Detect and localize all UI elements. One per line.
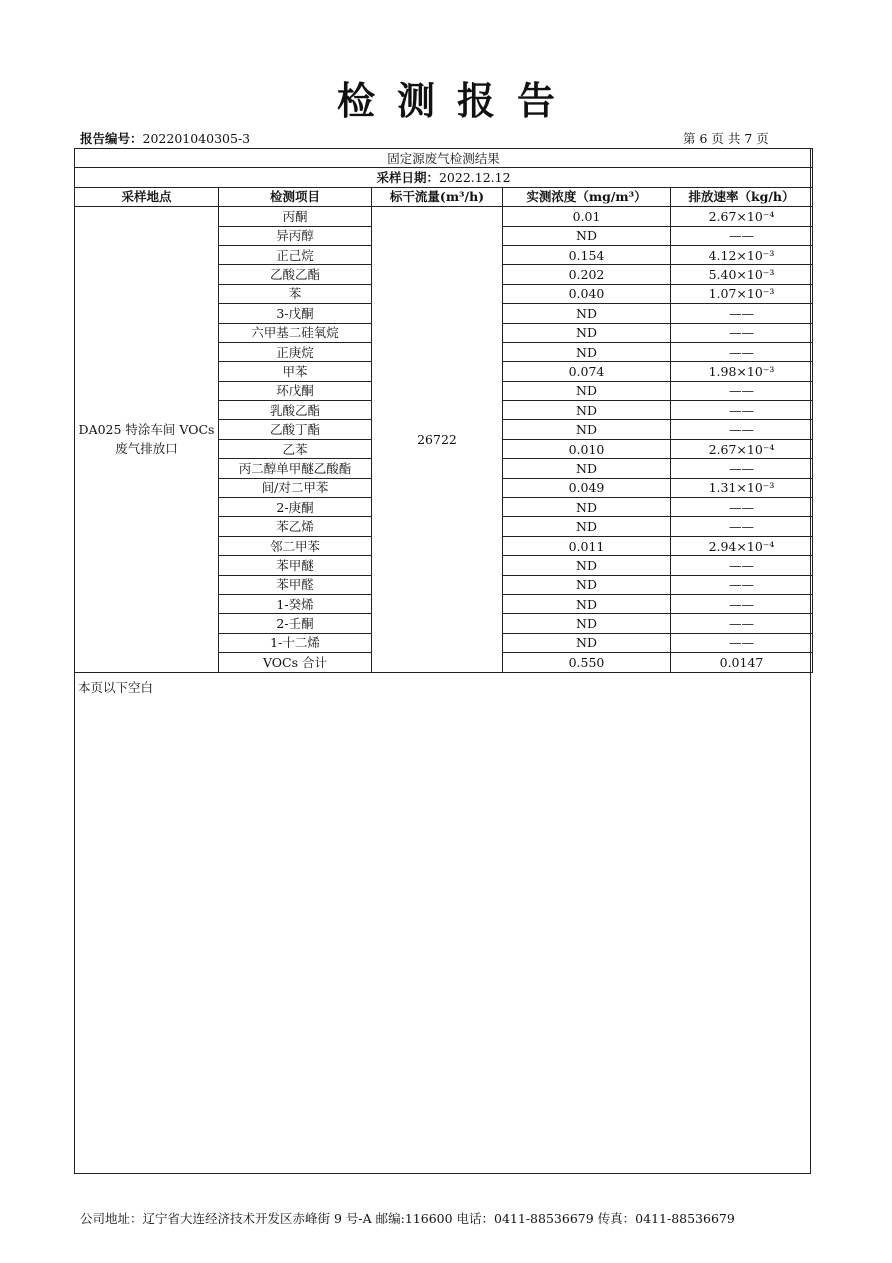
emission-rate-value: 1.31×10⁻³ <box>671 478 813 497</box>
concentration-value: ND <box>503 517 671 536</box>
company-footer: 公司地址：辽宁省大连经济技术开发区赤峰街 9 号-A 邮编:116600 电话：0411-88536679 传真：0411-88536679 <box>80 1211 735 1226</box>
emission-rate-value: 1.07×10⁻³ <box>671 284 813 303</box>
header-concentration: 实测浓度（mg/m³） <box>503 187 671 206</box>
concentration-value: 0.202 <box>503 265 671 284</box>
emission-rate-value: —— <box>671 342 813 361</box>
emission-rate-value: —— <box>671 498 813 517</box>
test-item: 乳酸乙酯 <box>219 401 372 420</box>
test-item: 2-壬酮 <box>219 614 372 633</box>
sampling-site: DA025 特涂车间 VOCs 废气排放口 <box>75 207 219 672</box>
test-item: 1-十二烯 <box>219 633 372 652</box>
concentration-value: 0.550 <box>503 653 671 672</box>
concentration-value: ND <box>503 304 671 323</box>
test-item: 甲苯 <box>219 362 372 381</box>
concentration-value: ND <box>503 556 671 575</box>
flow-value: 26722 <box>372 207 503 672</box>
test-item: 2-庚酮 <box>219 498 372 517</box>
emission-rate-value: —— <box>671 517 813 536</box>
blank-note: 本页以下空白 <box>78 680 154 695</box>
emission-rate-value: —— <box>671 401 813 420</box>
report-number <box>80 129 250 147</box>
concentration-value: 0.049 <box>503 478 671 497</box>
header-site: 采样地点 <box>75 187 219 206</box>
concentration-value: 0.010 <box>503 439 671 458</box>
table-row <box>75 207 813 226</box>
test-item: 异丙醇 <box>219 226 372 245</box>
concentration-value: 0.040 <box>503 284 671 303</box>
emission-rate-value: 2.94×10⁻⁴ <box>671 536 813 555</box>
test-item: 3-戊酮 <box>219 304 372 323</box>
emission-rate-value: 2.67×10⁻⁴ <box>671 207 813 226</box>
concentration-value: ND <box>503 633 671 652</box>
concentration-value: ND <box>503 459 671 478</box>
sampling-date-label: 采样日期： <box>376 170 439 186</box>
table-caption: 固定源废气检测结果 <box>75 149 813 168</box>
concentration-value: 0.074 <box>503 362 671 381</box>
concentration-value: ND <box>503 575 671 594</box>
test-item: 苯 <box>219 284 372 303</box>
test-item: 邻二甲苯 <box>219 536 372 555</box>
results-table <box>74 148 813 673</box>
emission-rate-value: 0.0147 <box>671 653 813 672</box>
emission-rate-value: 4.12×10⁻³ <box>671 245 813 264</box>
emission-rate-value: —— <box>671 420 813 439</box>
test-item: 丙二醇单甲醚乙酸酯 <box>219 459 372 478</box>
test-item: 六甲基二硅氧烷 <box>219 323 372 342</box>
concentration-value: ND <box>503 401 671 420</box>
concentration-value: 0.01 <box>503 207 671 226</box>
emission-rate-value: 1.98×10⁻³ <box>671 362 813 381</box>
emission-rate-value: —— <box>671 556 813 575</box>
emission-rate-value: —— <box>671 323 813 342</box>
concentration-value: ND <box>503 498 671 517</box>
test-item: 乙酸乙酯 <box>219 265 372 284</box>
header-flow: 标干流量(m³/h) <box>372 187 503 206</box>
page-indicator: 第 6 页 共 7 页 <box>683 131 769 146</box>
emission-rate-value: 5.40×10⁻³ <box>671 265 813 284</box>
header-emission-rate: 排放速率（kg/h） <box>671 187 813 206</box>
sampling-date-value: 2022.12.12 <box>438 170 511 186</box>
test-item: 间/对二甲苯 <box>219 478 372 497</box>
report-title: 检测报告 <box>336 79 577 123</box>
concentration-value: ND <box>503 226 671 245</box>
emission-rate-value: —— <box>671 633 813 652</box>
test-item: 乙酸丁酯 <box>219 420 372 439</box>
results-body <box>75 207 813 672</box>
emission-rate-value: —— <box>671 614 813 633</box>
report-number-value: 202201040305-3 <box>142 131 251 146</box>
concentration-value: ND <box>503 614 671 633</box>
test-item: 1-癸烯 <box>219 594 372 613</box>
sampling-date <box>75 168 813 187</box>
emission-rate-value: —— <box>671 381 813 400</box>
emission-rate-value: —— <box>671 459 813 478</box>
test-item: 环戊酮 <box>219 381 372 400</box>
test-item: VOCs 合计 <box>219 653 372 672</box>
concentration-value: ND <box>503 342 671 361</box>
test-item: 正庚烷 <box>219 342 372 361</box>
test-item: 苯乙烯 <box>219 517 372 536</box>
test-item: 丙酮 <box>219 207 372 226</box>
concentration-value: ND <box>503 594 671 613</box>
test-item: 正己烷 <box>219 245 372 264</box>
concentration-value: ND <box>503 323 671 342</box>
concentration-value: 0.011 <box>503 536 671 555</box>
emission-rate-value: 2.67×10⁻⁴ <box>671 439 813 458</box>
header-item: 检测项目 <box>219 187 372 206</box>
concentration-value: ND <box>503 420 671 439</box>
emission-rate-value: —— <box>671 226 813 245</box>
emission-rate-value: —— <box>671 304 813 323</box>
report-number-label: 报告编号： <box>80 131 143 146</box>
concentration-value: 0.154 <box>503 245 671 264</box>
concentration-value: ND <box>503 381 671 400</box>
test-item: 苯甲醚 <box>219 556 372 575</box>
emission-rate-value: —— <box>671 594 813 613</box>
test-item: 乙苯 <box>219 439 372 458</box>
test-item: 苯甲醛 <box>219 575 372 594</box>
emission-rate-value: —— <box>671 575 813 594</box>
